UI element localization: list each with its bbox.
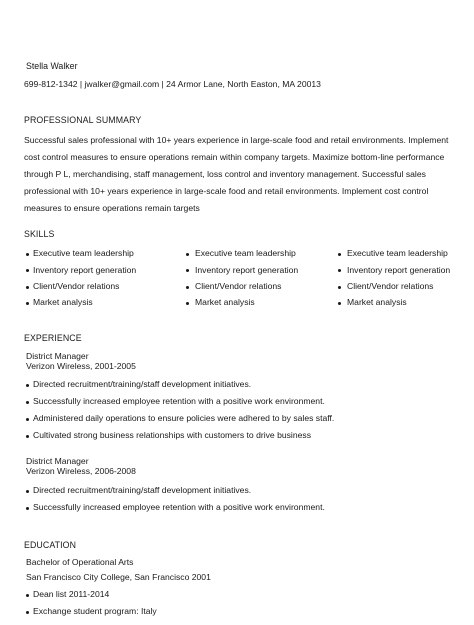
job-bullet: Directed recruitment/training/staff development initiatives. <box>33 379 252 389</box>
summary-line: Successful sales professional with 10+ years experience in large-scale food and retail environments. Implement <box>24 135 449 145</box>
job-title: District Manager <box>26 351 89 361</box>
job-bullet: Cultivated strong business relationships with customers to drive business <box>33 430 311 440</box>
education-bullet: Exchange student program: Italy <box>33 606 157 616</box>
skill-item: Market analysis <box>195 297 255 307</box>
skill-item: Inventory report generation <box>33 265 137 275</box>
bullet-icon <box>186 269 189 272</box>
job-bullet: Successfully increased employee retention with a positive work environment. <box>33 502 325 512</box>
skill-item: Inventory report generation <box>195 265 299 275</box>
education-bullet: Dean list 2011-2014 <box>33 589 110 599</box>
skill-item: Executive team leadership <box>33 248 134 258</box>
job-company: Verizon Wireless, 2006-2008 <box>26 466 136 476</box>
bullet-icon <box>186 286 189 289</box>
bullet-icon <box>26 253 29 256</box>
bullet-icon <box>186 302 189 305</box>
summary-heading: PROFESSIONAL SUMMARY <box>24 115 142 125</box>
bullet-icon <box>338 253 341 256</box>
bullet-icon <box>26 286 29 289</box>
bullet-icon <box>186 253 189 256</box>
bullet-icon <box>338 302 341 305</box>
bullet-icon <box>26 384 29 387</box>
summary-line: through P L, merchandising, staff management, loss control and inventory management. Successful sales <box>24 169 426 179</box>
job-bullet: Administered daily operations to ensure policies were adhered to by sales staff. <box>33 413 335 423</box>
bullet-icon <box>26 594 29 597</box>
skill-item: Client/Vendor relations <box>347 281 434 291</box>
summary-line: cost control measures to ensure operations remain within company targets. Maximize bottom-line performance <box>24 152 445 162</box>
bullet-icon <box>26 611 29 614</box>
skill-item: Client/Vendor relations <box>33 281 120 291</box>
job-title: District Manager <box>26 456 89 466</box>
experience-heading: EXPERIENCE <box>24 333 82 343</box>
degree: Bachelor of Operational Arts <box>26 557 134 567</box>
bullet-icon <box>338 269 341 272</box>
skill-item: Executive team leadership <box>195 248 296 258</box>
job-bullet: Directed recruitment/training/staff development initiatives. <box>33 485 252 495</box>
skill-item: Market analysis <box>347 297 407 307</box>
bullet-icon <box>338 286 341 289</box>
summary-line: professional with 10+ years experience in large-scale food and retail environments. Implement cost control <box>24 186 429 196</box>
bullet-icon <box>26 490 29 493</box>
bullet-icon <box>26 418 29 421</box>
skill-item: Executive team leadership <box>347 248 448 258</box>
skill-item: Market analysis <box>33 297 93 307</box>
skill-item: Inventory report generation <box>347 265 451 275</box>
bullet-icon <box>26 401 29 404</box>
skill-item: Client/Vendor relations <box>195 281 282 291</box>
bullet-icon <box>26 302 29 305</box>
contact-info: 699-812-1342 | jwalker@gmail.com | 24 Armor Lane, North Easton, MA 20013 <box>24 79 321 89</box>
candidate-name: Stella Walker <box>26 61 78 71</box>
education-heading: EDUCATION <box>24 540 77 550</box>
summary-text <box>24 132 474 217</box>
skills-heading: SKILLS <box>24 229 55 239</box>
job-bullet: Successfully increased employee retention with a positive work environment. <box>33 396 325 406</box>
job-company: Verizon Wireless, 2001-2005 <box>26 361 136 371</box>
summary-line: measures to ensure operations remain targets <box>24 203 200 213</box>
school: San Francisco City College, San Francisco 2001 <box>26 572 211 582</box>
bullet-icon <box>26 435 29 438</box>
bullet-icon <box>26 269 29 272</box>
bullet-icon <box>26 507 29 510</box>
